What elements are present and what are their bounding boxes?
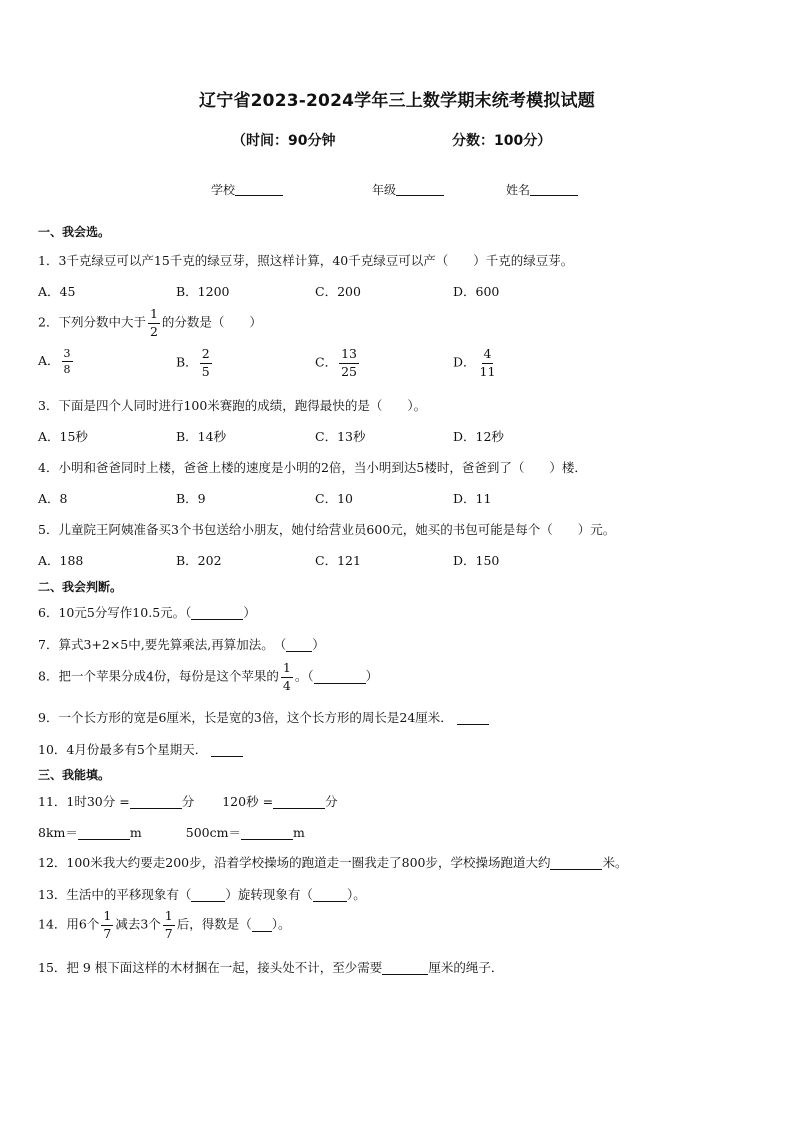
q2-fraction: $\frac{1}{2}$ [149, 306, 158, 339]
q1-option-a[interactable]: A．45 [38, 284, 76, 299]
q2-text-post: 的分数是（ ） [161, 314, 262, 330]
q14-answer-blank[interactable] [252, 918, 272, 932]
q14-fraction-b: $\frac{1}{7}$ [164, 908, 173, 941]
question-4: 4．小明和爸爸同时上楼，爸爸上楼的速度是小明的2倍，当小明到达5楼时，爸爸到了（ ）楼． [38, 460, 587, 475]
q12-answer-blank[interactable] [550, 856, 602, 870]
time-label: （时间：90分钟 [232, 133, 336, 149]
question-3: 3．下面是四个人同时进行100米赛跑的成绩，跑得最快的是（ ）。 [38, 398, 427, 413]
q2-option-b[interactable]: B． $\frac{2}{5}$ [176, 346, 210, 379]
q14-fraction-a: $\frac{1}{7}$ [103, 908, 112, 941]
q13-blank-b[interactable] [313, 888, 347, 902]
q6-answer-blank[interactable] [191, 606, 243, 620]
question-1: 1．3千克绿豆可以产15千克的绿豆芽，照这样计算，40千克绿豆可以产（ ）千克的绿豆芽。 [38, 253, 574, 268]
grade-label: 年级 [372, 183, 397, 197]
question-6: 6．10元5分写作10.5元。（ ） [38, 605, 256, 620]
question-10: 10．4月份最多有5个星期天． [38, 740, 243, 758]
q5-option-b[interactable]: B．202 [176, 553, 222, 568]
q1-option-b[interactable]: B．1200 [176, 284, 230, 299]
grade-field[interactable] [372, 181, 444, 198]
q10-answer-blank[interactable] [211, 743, 243, 757]
question-5: 5．儿童院王阿姨准备买3个书包送给小朋友，她付给营业员600元，她买的书包可能是每个（ ）元。 [38, 522, 616, 537]
q4-option-c[interactable]: C．10 [315, 491, 353, 506]
q5-option-c[interactable]: C．121 [315, 553, 361, 568]
q7-answer-blank[interactable] [286, 638, 312, 652]
name-field[interactable] [506, 181, 578, 198]
grade-blank[interactable] [396, 183, 444, 196]
section-heading-choose: 一、我会选。 [38, 225, 111, 239]
question-15: 15．把 9 根下面这样的木材捆在一起，接头处不计，至少需要 厘米的绳子． [38, 960, 504, 975]
question-14: 14．用6个 $\frac{1}{7}$ 减去3个 $\frac{1}{7}$ 后，得数是（ ）。 [38, 908, 291, 941]
q4-option-a[interactable]: A．8 [38, 491, 68, 506]
q4-option-b[interactable]: B．9 [176, 491, 206, 506]
q1-option-c[interactable]: C．200 [315, 284, 361, 299]
q9-answer-blank[interactable] [457, 711, 489, 725]
q11-blank-b[interactable] [273, 795, 325, 809]
school-blank[interactable] [235, 183, 283, 196]
question-11-line1: 11．1时30分 = 分 120秒 = 分 [38, 794, 338, 809]
q3-option-c[interactable]: C．13秒 [315, 429, 366, 444]
question-11-line2: 8km＝ m 500cm＝ m [38, 825, 305, 840]
q1-option-d[interactable]: D．600 [453, 284, 500, 299]
q13-blank-a[interactable] [191, 888, 225, 902]
q3-option-b[interactable]: B．14秒 [176, 429, 227, 444]
question-7: 7．算式3+2×5中,要先算乘法,再算加法。 （ ） [38, 637, 325, 652]
section-heading-judge: 二、我会判断。 [38, 580, 123, 594]
name-label: 姓名 [506, 183, 531, 197]
q11-blank-a[interactable] [130, 795, 182, 809]
school-label: 学校 [211, 183, 236, 197]
q2-option-c[interactable]: C． $\frac{13}{25}$ [315, 346, 357, 379]
question-8: 8．把一个苹果分成4份，每份是这个苹果的 $\frac{1}{4}$ 。（ ） [38, 660, 379, 693]
q3-option-d[interactable]: D．12秒 [453, 429, 504, 444]
question-2 [38, 308, 262, 338]
q8-fraction: $\frac{1}{4}$ [282, 660, 291, 693]
question-12: 12．100米我大约要走200步，沿着学校操场的跑道走一圈我走了800步，学校操场跑道大约 米。 [38, 855, 628, 870]
question-13: 13．生活中的平移现象有（ ）旋转现象有（ ）。 [38, 887, 366, 902]
q4-option-d[interactable]: D．11 [453, 491, 492, 506]
school-field[interactable] [211, 181, 283, 198]
q3-option-a[interactable]: A．15秒 [38, 429, 88, 444]
q2-text-pre: 2．下列分数中大于 [38, 314, 146, 330]
q2-option-d[interactable]: D． $\frac{4}{11}$ [453, 346, 496, 379]
q15-answer-blank[interactable] [382, 961, 428, 975]
q11-blank-c[interactable] [78, 826, 130, 840]
q5-option-a[interactable]: A．188 [38, 553, 84, 568]
q5-option-d[interactable]: D．150 [453, 553, 500, 568]
name-blank[interactable] [530, 183, 578, 196]
q2-option-a[interactable]: A． $\frac{3}{8}$ [38, 347, 71, 376]
q8-answer-blank[interactable] [314, 670, 366, 684]
page-title: 辽宁省2023-2024学年三上数学期末统考模拟试题 [199, 91, 595, 111]
section-heading-fill: 三、我能填。 [38, 768, 111, 782]
score-label: 分数：100分） [452, 133, 552, 149]
q11-blank-d[interactable] [241, 826, 293, 840]
question-9: 9．一个长方形的宽是6厘米，长是宽的3倍，这个长方形的周长是24厘米． [38, 708, 489, 726]
